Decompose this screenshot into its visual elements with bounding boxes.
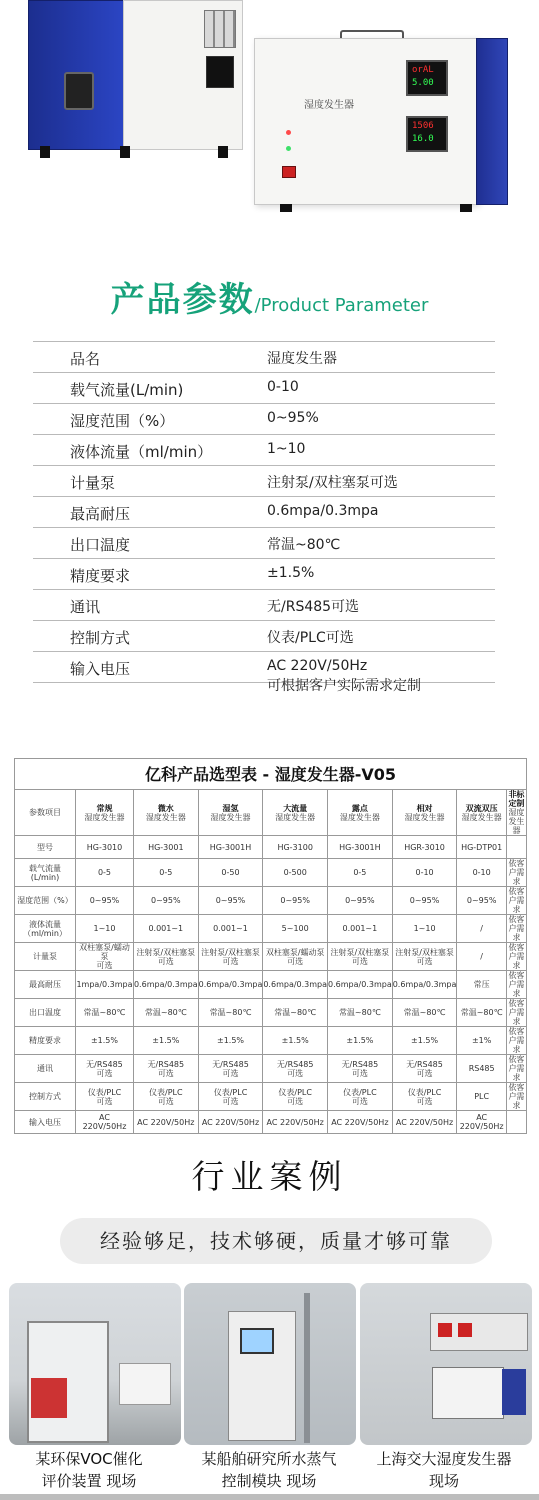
table-row — [15, 1111, 527, 1134]
row-label: 精度要求 — [15, 1027, 76, 1055]
selection-column-header: 大流量 湿度发生器 — [263, 790, 328, 836]
param-value: 常温~80℃ — [267, 537, 341, 553]
table-cell: 注射泵/双柱塞泵 可选 — [133, 943, 198, 971]
table-cell: 1~10 — [76, 915, 134, 943]
selection-column-header: 微水 湿度发生器 — [133, 790, 198, 836]
table-cell: 0-10 — [392, 859, 457, 887]
controller-meter-bottom: 1506 16.0 — [406, 116, 448, 152]
table-cell: 仪表/PLC 可选 — [328, 1083, 393, 1111]
table-cell: PLC — [457, 1083, 506, 1111]
parameter-table — [33, 341, 495, 683]
table-cell: AC 220V/50Hz — [133, 1111, 198, 1134]
table-cell: RS485 — [457, 1055, 506, 1083]
table-cell: 依客户需求 — [506, 1083, 526, 1111]
table-cell: 0.6mpa/0.3mpa — [263, 971, 328, 999]
row-label: 计量泵 — [15, 943, 76, 971]
table-row — [15, 971, 527, 999]
table-cell: ±1.5% — [328, 1027, 393, 1055]
table-cell: 注射泵/双柱塞泵 可选 — [328, 943, 393, 971]
param-value: 仪表/PLC可选 — [267, 630, 354, 646]
table-cell: 0.6mpa/0.3mpa — [133, 971, 198, 999]
table-cell: 无/RS485 可选 — [328, 1055, 393, 1083]
param-key: 精度要求 — [70, 567, 131, 585]
section-title-product-parameter — [0, 272, 539, 321]
param-key: 载气流量(L/min) — [70, 381, 184, 399]
param-key: 最高耐压 — [70, 505, 131, 523]
table-cell: 0~95% — [76, 887, 134, 915]
param-row — [33, 404, 495, 435]
table-cell: ±1.5% — [392, 1027, 457, 1055]
selection-table-title: 亿科产品选型表 - 湿度发生器-V05 — [15, 759, 527, 790]
table-cell: 0-50 — [198, 859, 263, 887]
param-key: 计量泵 — [70, 474, 116, 492]
param-value: ±1.5% — [267, 565, 315, 581]
table-cell: 依客户需求 — [506, 1055, 526, 1083]
table-cell: 常温~80℃ — [263, 999, 328, 1027]
table-cell: 常压 — [457, 971, 506, 999]
table-row — [15, 1055, 527, 1083]
table-cell: 0.001~1 — [328, 915, 393, 943]
param-value: 0-10 — [267, 379, 299, 395]
table-cell: 0.6mpa/0.3mpa — [198, 971, 263, 999]
selection-column-header: 露点 湿度发生器 — [328, 790, 393, 836]
table-row — [15, 915, 527, 943]
table-cell: ±1.5% — [76, 1027, 134, 1055]
table-cell: HG-DTP01 — [457, 836, 506, 859]
table-row — [15, 943, 527, 971]
case-caption-voc: 某环保VOC催化 评价装置 现场 — [35, 1450, 143, 1490]
table-cell: 双柱塞泵/蠕动泵 可选 — [76, 943, 134, 971]
table-cell: 依客户需求 — [506, 915, 526, 943]
table-cell: 注射泵/双柱塞泵 可选 — [198, 943, 263, 971]
table-cell: 常温~80℃ — [76, 999, 134, 1027]
table-cell: 0~95% — [133, 887, 198, 915]
table-cell: ±1.5% — [263, 1027, 328, 1055]
slogan-pill: 经验够足，技术够硬，质量才够可靠 — [60, 1218, 492, 1264]
selection-column-header: 常规 湿度发生器 — [76, 790, 134, 836]
table-cell: 0.6mpa/0.3mpa — [328, 971, 393, 999]
table-cell: 无/RS485 可选 — [198, 1055, 263, 1083]
table-cell: HGR-3010 — [392, 836, 457, 859]
table-cell: ±1.5% — [133, 1027, 198, 1055]
row-label: 通讯 — [15, 1055, 76, 1083]
table-row — [15, 836, 527, 859]
table-cell: 0.001~1 — [133, 915, 198, 943]
table-cell: 依客户需求 — [506, 943, 526, 971]
param-value: 0.6mpa/0.3mpa — [267, 503, 379, 519]
case-photo-voc — [9, 1283, 181, 1445]
param-row — [33, 528, 495, 559]
table-cell: 常温~80℃ — [198, 999, 263, 1027]
table-cell: 注射泵/双柱塞泵 可选 — [392, 943, 457, 971]
fan-icon — [64, 72, 94, 110]
table-cell: 常温~80℃ — [328, 999, 393, 1027]
param-key: 湿度范围（%） — [70, 412, 175, 430]
table-cell: 仪表/PLC 可选 — [263, 1083, 328, 1111]
row-label: 载气流量(L/min) — [15, 859, 76, 887]
table-cell: 仪表/PLC 可选 — [76, 1083, 134, 1111]
table-row — [15, 999, 527, 1027]
param-key: 出口温度 — [70, 536, 131, 554]
table-cell: 依客户需求 — [506, 1027, 526, 1055]
param-value: 0~95% — [267, 410, 319, 426]
table-cell: 依客户需求 — [506, 999, 526, 1027]
table-cell: 0.001~1 — [198, 915, 263, 943]
table-cell: 无/RS485 可选 — [263, 1055, 328, 1083]
table-cell: HG-3001 — [133, 836, 198, 859]
param-row — [33, 559, 495, 590]
table-cell: 0-5 — [133, 859, 198, 887]
product-photo — [0, 0, 539, 232]
next-section-edge — [0, 1494, 539, 1500]
case-caption-ship: 某船舶研究所水蒸气 控制模块 现场 — [201, 1450, 337, 1490]
table-cell: 0~95% — [392, 887, 457, 915]
selection-header-label: 参数项目 — [15, 790, 76, 836]
param-row — [33, 373, 495, 404]
table-cell: 依客户需求 — [506, 971, 526, 999]
table-cell: 无/RS485 可选 — [392, 1055, 457, 1083]
table-cell — [506, 836, 526, 859]
table-cell: 1~10 — [392, 915, 457, 943]
row-label: 湿度范围（%） — [15, 887, 76, 915]
param-key: 通讯 — [70, 598, 101, 616]
table-cell: 0-500 — [263, 859, 328, 887]
selection-column-header: 非标定制 湿度发生器 — [506, 790, 526, 836]
table-cell: 常温~80℃ — [133, 999, 198, 1027]
controller-meter-top: orAL 5.00 — [406, 60, 448, 96]
table-cell: 无/RS485 可选 — [76, 1055, 134, 1083]
table-cell: AC 220V/50Hz — [392, 1111, 457, 1134]
table-cell: HG-3001H — [198, 836, 263, 859]
table-cell: 0.6mpa/0.3mpa — [392, 971, 457, 999]
param-row — [33, 621, 495, 652]
param-key: 控制方式 — [70, 629, 131, 647]
param-row — [33, 466, 495, 497]
table-row — [15, 887, 527, 915]
table-cell: 5~100 — [263, 915, 328, 943]
table-cell: ±1% — [457, 1027, 506, 1055]
row-label: 型号 — [15, 836, 76, 859]
table-cell: 无/RS485 可选 — [133, 1055, 198, 1083]
table-cell: 0-10 — [457, 859, 506, 887]
table-cell: AC 220V/50Hz — [328, 1111, 393, 1134]
run-led-icon — [286, 146, 291, 151]
table-cell: 常温~80℃ — [392, 999, 457, 1027]
row-label: 控制方式 — [15, 1083, 76, 1111]
table-cell: 0~95% — [198, 887, 263, 915]
table-cell: 依客户需求 — [506, 887, 526, 915]
customization-note: 可根据客户实际需求定制 — [267, 678, 421, 694]
table-cell — [506, 1111, 526, 1134]
table-row — [15, 1083, 527, 1111]
param-value: 注射泵/双柱塞泵可选 — [267, 475, 398, 491]
selection-column-header: 双流双压 湿度发生器 — [457, 790, 506, 836]
table-cell: 0~95% — [457, 887, 506, 915]
case-photo-ship — [184, 1283, 356, 1445]
table-cell: 仪表/PLC 可选 — [133, 1083, 198, 1111]
param-key: 输入电压 — [70, 660, 131, 678]
section-title-cases: 行业案例 — [191, 1157, 348, 1196]
row-label: 出口温度 — [15, 999, 76, 1027]
selection-column-header: 湿氢 湿度发生器 — [198, 790, 263, 836]
param-row — [33, 590, 495, 621]
param-key: 品名 — [70, 350, 101, 368]
table-cell: / — [457, 915, 506, 943]
case-photo-sjtu — [360, 1283, 532, 1445]
table-cell: 0-5 — [328, 859, 393, 887]
param-value: 湿度发生器 — [267, 351, 337, 367]
device-label: 湿度发生器 — [304, 100, 354, 111]
title-en: /Product Parameter — [254, 295, 429, 316]
param-value: AC 220V/50Hz — [267, 658, 368, 674]
table-cell: AC 220V/50Hz — [198, 1111, 263, 1134]
param-key: 液体流量（ml/min） — [70, 443, 213, 461]
display — [206, 56, 234, 88]
humidity-generator-unit-left — [28, 0, 243, 158]
title-cn: 产品参数 — [110, 280, 255, 320]
param-value: 1~10 — [267, 441, 306, 457]
selection-table — [14, 758, 527, 1134]
table-cell: 仪表/PLC 可选 — [198, 1083, 263, 1111]
table-cell: 0~95% — [263, 887, 328, 915]
param-row — [33, 435, 495, 466]
param-row — [33, 341, 495, 373]
case-caption-sjtu: 上海交大湿度发生器 现场 — [376, 1450, 512, 1490]
power-led-icon — [286, 130, 291, 135]
table-cell: / — [457, 943, 506, 971]
keypad — [204, 10, 236, 48]
table-cell: 常温~80℃ — [457, 999, 506, 1027]
table-cell: AC 220V/50Hz — [457, 1111, 506, 1134]
table-cell: HG-3010 — [76, 836, 134, 859]
humidity-generator-unit-right — [254, 30, 509, 212]
table-cell: 双柱塞泵/蠕动泵 可选 — [263, 943, 328, 971]
table-cell: 0~95% — [328, 887, 393, 915]
table-cell: HG-3100 — [263, 836, 328, 859]
table-row — [15, 1027, 527, 1055]
table-cell: ±1.5% — [198, 1027, 263, 1055]
table-cell: AC 220V/50Hz — [76, 1111, 134, 1134]
table-cell: 0-5 — [76, 859, 134, 887]
table-cell: 1mpa/0.3mpa — [76, 971, 134, 999]
table-cell: 仪表/PLC 可选 — [392, 1083, 457, 1111]
table-cell: 依客户需求 — [506, 859, 526, 887]
row-label: 最高耐压 — [15, 971, 76, 999]
param-value: 无/RS485可选 — [267, 599, 360, 615]
table-cell: HG-3001H — [328, 836, 393, 859]
table-cell: AC 220V/50Hz — [263, 1111, 328, 1134]
selection-column-header: 相对 湿度发生器 — [392, 790, 457, 836]
power-switch — [282, 166, 296, 178]
row-label: 输入电压 — [15, 1111, 76, 1134]
row-label: 液体流量（ml/min） — [15, 915, 76, 943]
param-row — [33, 652, 495, 683]
table-row — [15, 859, 527, 887]
param-row — [33, 497, 495, 528]
